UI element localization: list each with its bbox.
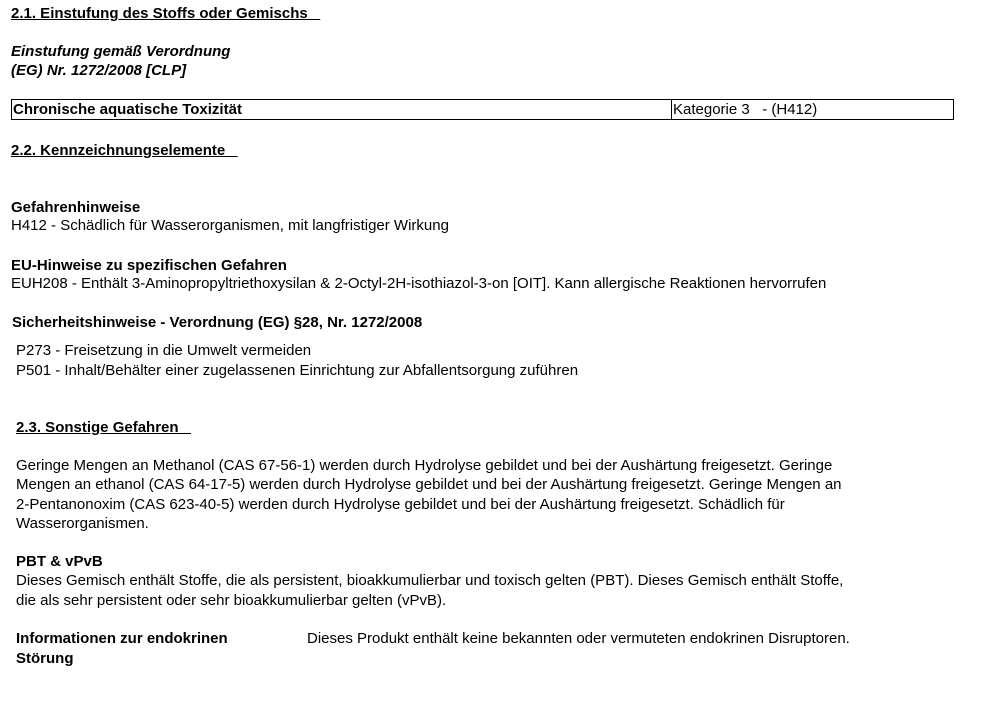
pbt-vpvb-title: PBT & vPvB: [16, 553, 103, 570]
eu-hazard-title: EU-Hinweise zu spezifischen Gefahren: [11, 257, 287, 274]
classification-category-cell: Kategorie 3 - (H412): [673, 101, 818, 118]
endocrine-text: Dieses Produkt enthält keine bekannten oder vermuteten endokrinen Disruptoren.: [307, 630, 850, 647]
other-hazards-line-3: 2-Pentanonoxim (CAS 623-40-5) werden durch Hydrolyse gebildet und bei der Aushärtung freigesetzt. Schädlich für: [16, 496, 785, 513]
precautionary-statements-title: Sicherheitshinweise - Verordnung (EG) §28, Nr. 1272/2008: [12, 314, 423, 331]
classification-table: [11, 99, 954, 120]
classification-subheading-line-2: (EG) Nr. 1272/2008 [CLP]: [11, 62, 187, 79]
endocrine-title-line-1: Informationen zur endokrinen: [16, 630, 228, 647]
other-hazards-line-2: Mengen an ethanol (CAS 64-17-5) werden durch Hydrolyse gebildet und bei der Aushärtung freigesetzt. Geringe Mengen an: [16, 476, 842, 493]
precaution-p501: P501 - Inhalt/Behälter einer zugelassenen Einrichtung zur Abfallentsorgung zuführen: [16, 362, 579, 379]
hazard-statement-h412: H412 - Schädlich für Wasserorganismen, mit langfristiger Wirkung: [11, 217, 449, 234]
section-2-2-heading: 2.2. Kennzeichnungselemente: [11, 142, 238, 159]
pbt-vpvb-line-1: Dieses Gemisch enthält Stoffe, die als persistent, bioakkumulierbar und toxisch gelten (PBT). Dieses Gemisch enthält Stoffe,: [16, 572, 844, 589]
endocrine-title-line-2: Störung: [16, 650, 74, 667]
hazard-statements-title: Gefahrenhinweise: [11, 199, 141, 216]
other-hazards-line-4: Wasserorganismen.: [16, 515, 149, 532]
classification-hazard-cell: Chronische aquatische Toxizität: [12, 100, 672, 119]
other-hazards-line-1: Geringe Mengen an Methanol (CAS 67-56-1) werden durch Hydrolyse gebildet und bei der Aushärtung freigesetzt. Geringe: [16, 457, 833, 474]
eu-hazard-statement-euh208: EUH208 - Enthält 3-Aminopropyltriethoxysilan & 2-Octyl-2H-isothiazol-3-on [OIT]. Kann allergische Reaktionen hervorrufen: [11, 275, 827, 292]
section-2-1-heading: 2.1. Einstufung des Stoffs oder Gemischs: [11, 5, 321, 22]
precaution-p273: P273 - Freisetzung in die Umwelt vermeiden: [16, 342, 312, 359]
section-2-3-heading: 2.3. Sonstige Gefahren: [16, 419, 192, 436]
pbt-vpvb-line-2: die als sehr persistent oder sehr bioakkumulierbar gelten (vPvB).: [16, 592, 447, 609]
classification-subheading-line-1: Einstufung gemäß Verordnung: [11, 43, 231, 60]
